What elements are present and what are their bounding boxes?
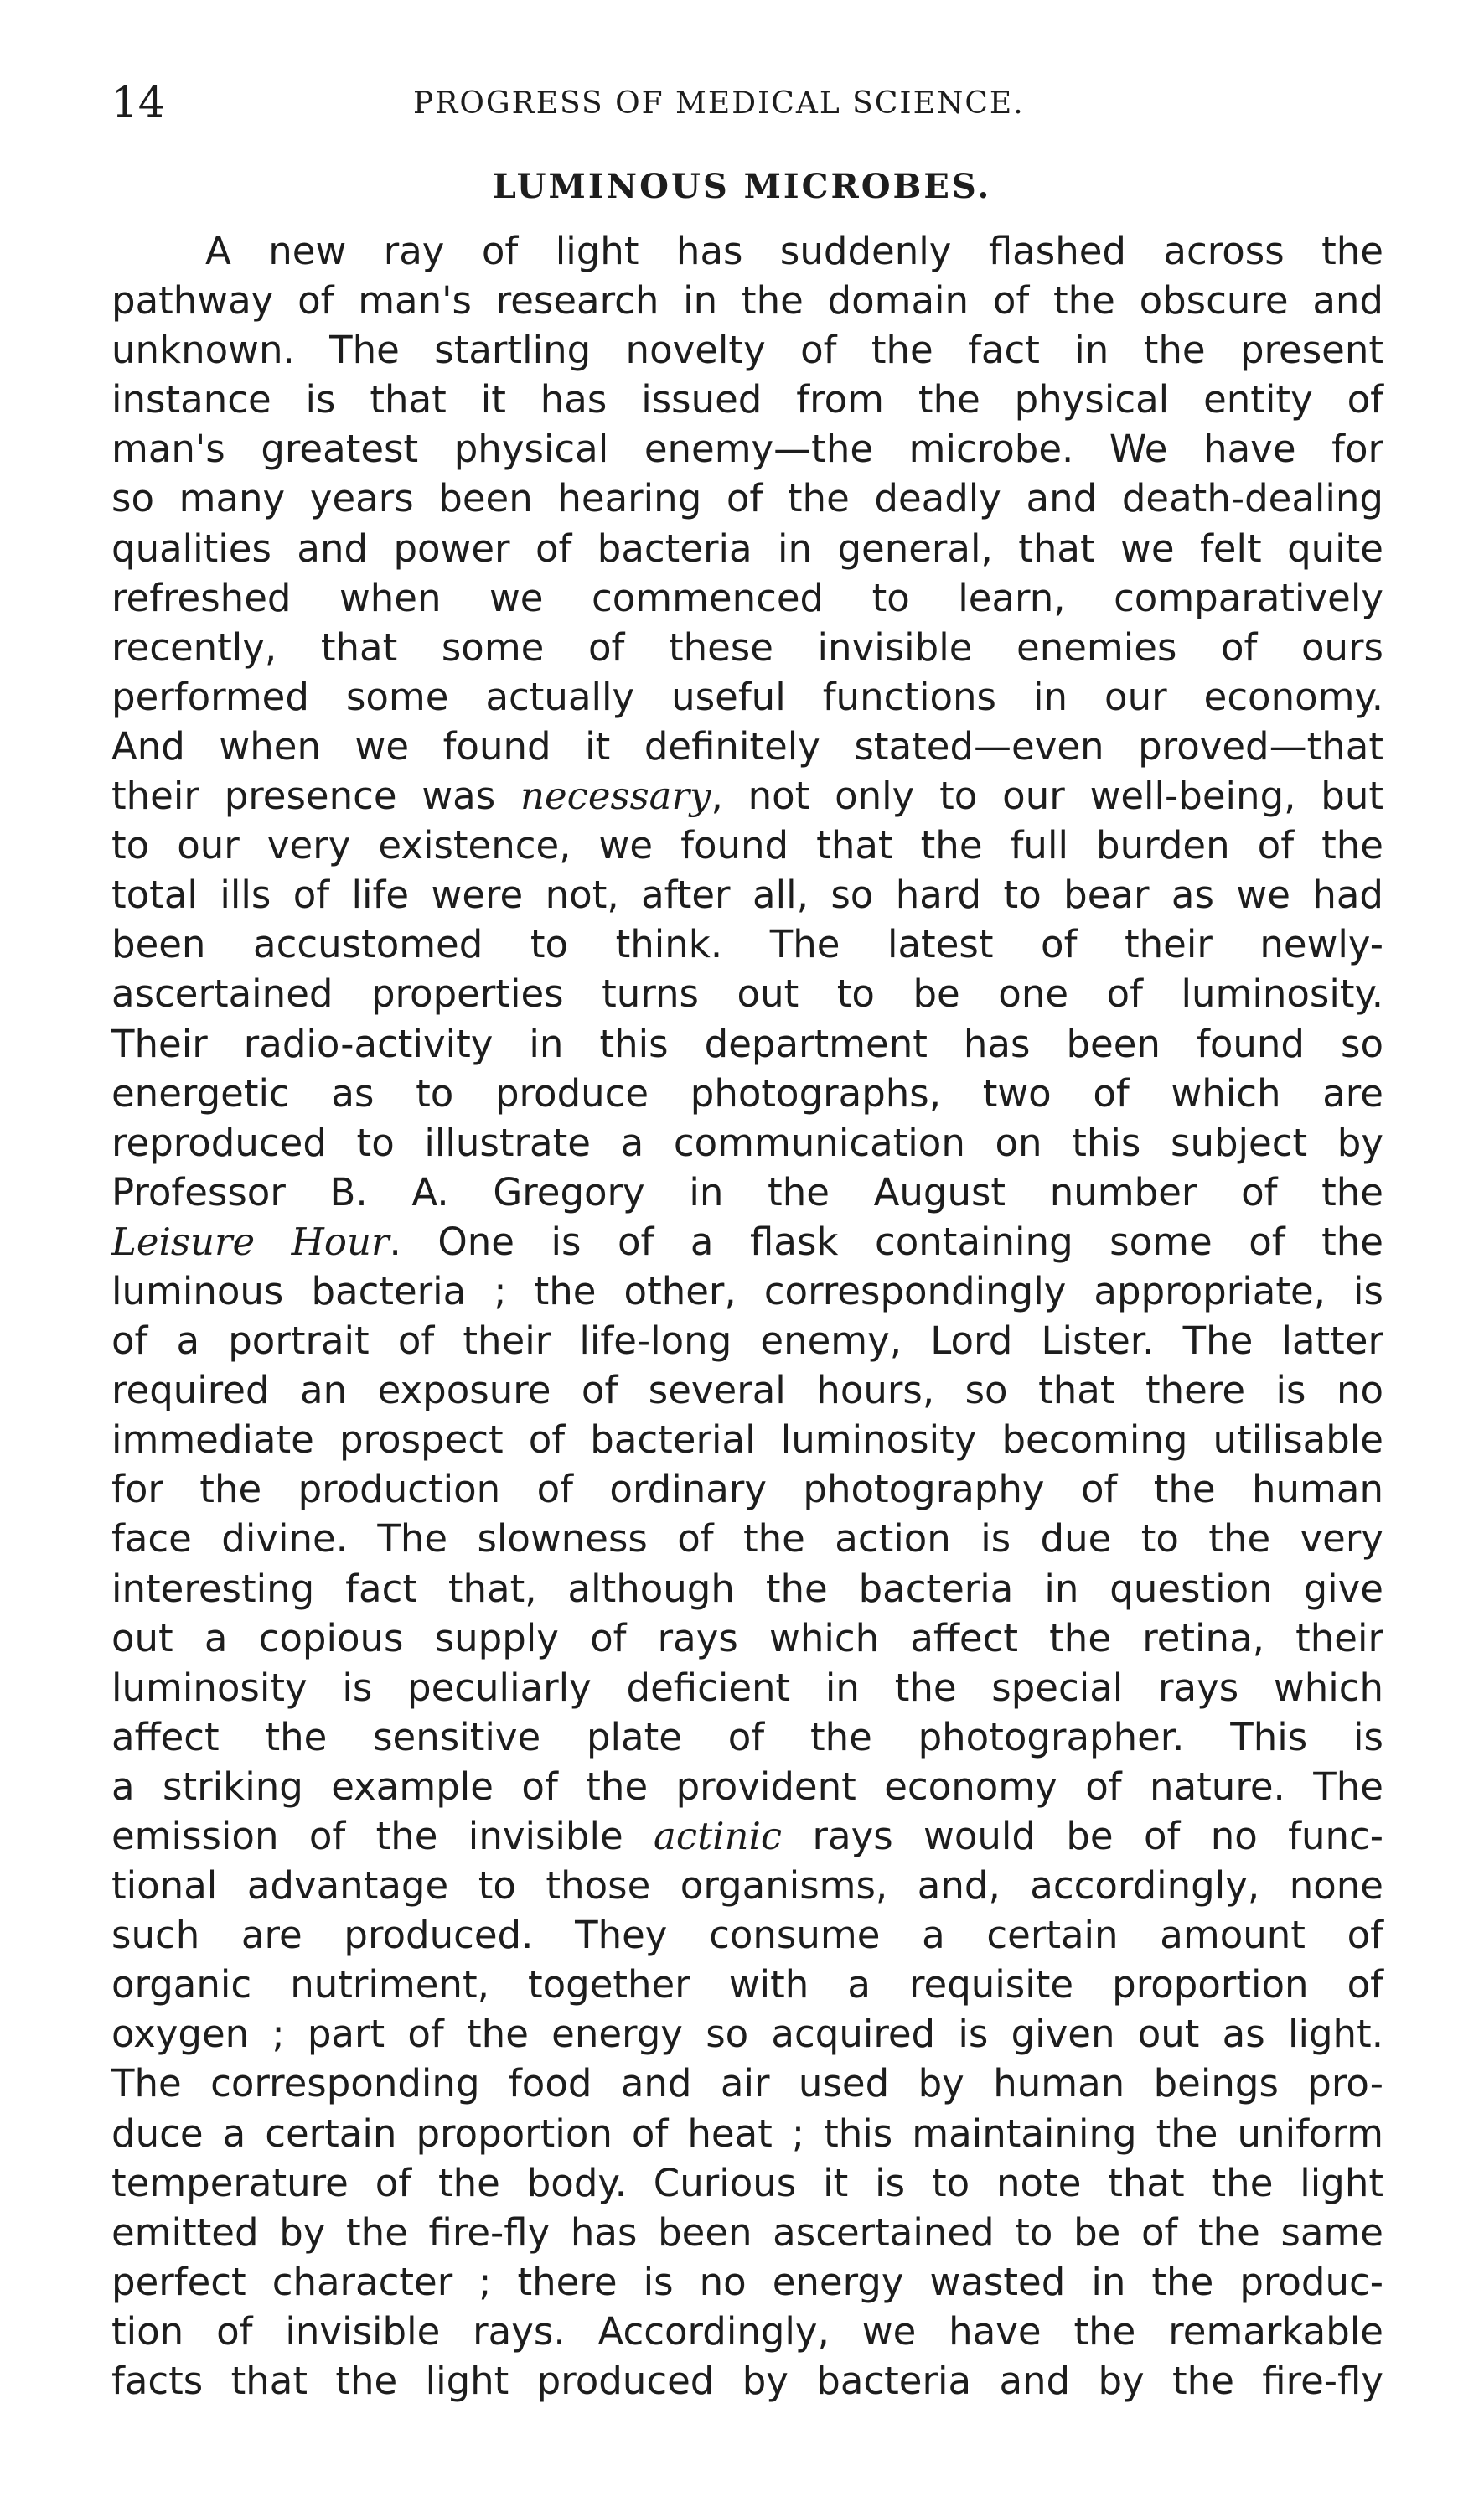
text-line: energetic as to produce photographs, two of which are xyxy=(111,1070,1383,1116)
text-line: duce a certain proportion of heat ; this maintaining the uniform xyxy=(111,2111,1383,2156)
running-head: PROGRESS OF MEDICAL SCIENCE. xyxy=(413,86,1025,121)
text-line: ascertained properties turns out to be one of luminosity. xyxy=(111,971,1383,1017)
text-line: recently, that some of these invisible enemies of ours xyxy=(111,624,1383,670)
text-line: instance is that it has issued from the physical entity of xyxy=(111,377,1383,422)
text-line: reproduced to illustrate a communication on this subject by xyxy=(111,1120,1383,1165)
text-line: The corresponding food and air used by human beings pro- xyxy=(111,2061,1383,2106)
text-line: emitted by the fire-fly has been ascertained to be of the same xyxy=(111,2209,1383,2255)
text-line: a striking example of the provident economy of nature. The xyxy=(111,1764,1383,1809)
italic-phrase: actinic xyxy=(654,1814,783,1858)
text-line: such are produced. They consume a certain amount of xyxy=(111,1913,1383,1958)
text-line: immediate prospect of bacterial luminosity becoming utilisable xyxy=(111,1417,1383,1463)
text-line: luminous bacteria ; the other, correspondingly appropriate, is xyxy=(111,1268,1383,1313)
text-line: luminosity is peculiarly deficient in the special rays which xyxy=(111,1665,1383,1710)
text-line: tional advantage to those organisms, and, accordingly, none xyxy=(111,1863,1383,1909)
text-line: for the production of ordinary photography of the human xyxy=(111,1467,1383,1512)
text-line: Leisure Hour. One is of a flask containing some of the xyxy=(111,1219,1383,1264)
page-header xyxy=(111,77,1383,127)
text-line: performed some actually useful functions in our economy. xyxy=(111,674,1383,719)
text-line: required an exposure of several hours, so that there is no xyxy=(111,1368,1383,1413)
section-title: LUMINOUS MICROBES. xyxy=(492,167,992,206)
italic-phrase: Leisure Hour xyxy=(111,1219,390,1264)
text-line: pathway of man's research in the domain of the obscure and xyxy=(111,278,1383,324)
text-line: unknown. The startling novelty of the fact in the present xyxy=(111,328,1383,373)
text-line: man's greatest physical enemy—the microbe. We have for xyxy=(111,427,1383,472)
text-line: A new ray of light has suddenly flashed across the xyxy=(205,229,1383,273)
text-line: emission of the invisible actinic rays would be of no func- xyxy=(111,1814,1383,1858)
text-line: refreshed when we commenced to learn, comparatively xyxy=(111,575,1383,620)
text-line: face divine. The slowness of the action is due to the very xyxy=(111,1516,1383,1562)
text-line: Their radio-activity in this department has been found so xyxy=(111,1021,1383,1066)
text-line: interesting fact that, although the bacteria in question give xyxy=(111,1566,1383,1611)
text-line: to our very existence, we found that the full burden of the xyxy=(111,823,1383,868)
text-line: their presence was necessary, not only to our well-being, but xyxy=(111,774,1384,819)
italic-phrase: necessary xyxy=(520,774,711,819)
text-line: organic nutriment, together with a requisite proportion of xyxy=(111,1962,1383,2007)
text-line: out a copious supply of rays which affect the retina, their xyxy=(111,1615,1383,1660)
text-line: perfect character ; there is no energy wasted in the produc- xyxy=(111,2259,1383,2304)
page-number: 14 xyxy=(111,78,165,127)
body-paragraph xyxy=(111,226,1383,2406)
text-line: been accustomed to think. The latest of their newly- xyxy=(111,922,1383,967)
text-line: facts that the light produced by bacteria and by the fire-fly xyxy=(111,2359,1383,2404)
text-line: temperature of the body. Curious it is to note that the light xyxy=(111,2160,1383,2205)
text-line: affect the sensitive plate of the photographer. This is xyxy=(111,1714,1383,1759)
text-line: of a portrait of their life-long enemy, Lord Lister. The latter xyxy=(111,1318,1383,1364)
text-line: oxygen ; part of the energy so acquired is given out as light. xyxy=(111,2012,1383,2057)
text-line: so many years been hearing of the deadly and death-dealing xyxy=(111,476,1383,521)
text-line: Professor B. A. Gregory in the August number of the xyxy=(111,1169,1383,1215)
text-line: total ills of life were not, after all, so hard to bear as we had xyxy=(111,873,1383,918)
text-line: qualities and power of bacteria in general, that we felt quite xyxy=(111,526,1383,571)
text-line: And when we found it definitely stated—even proved—that xyxy=(111,723,1383,769)
text-line: tion of invisible rays. Accordingly, we have the remarkable xyxy=(111,2308,1383,2354)
